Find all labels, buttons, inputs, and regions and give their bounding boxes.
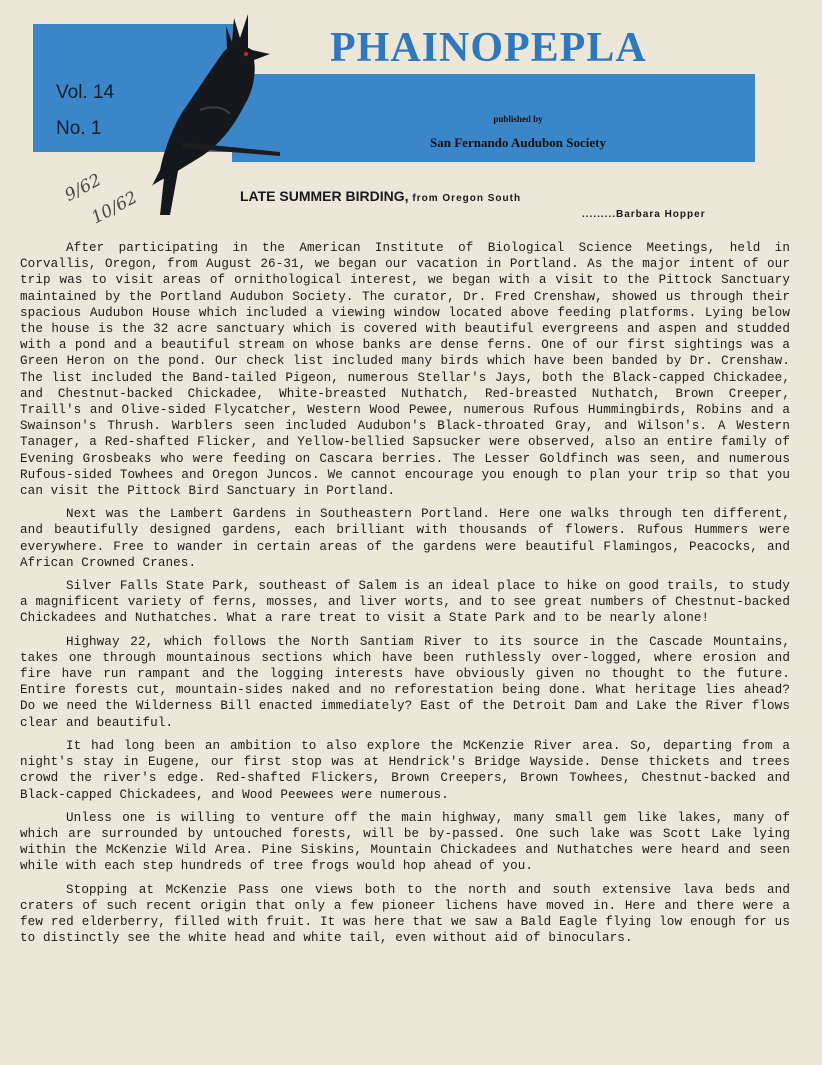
article-paragraph: It had long been an ambition to also explore the McKenzie River area. So, departing from a night's stay in Eugene, our first stop was at Hendrick's Bridge Wayside. Dense thickets and trees crowd the river's edge. Red-shafted Flickers, Brown Creepers, Brown Towhees, Chestnut-backed and Black-capped Chickadees, and Wood Peewees were numerous. (20, 738, 790, 802)
article-paragraph: After participating in the American Institute of Biological Science Meetings, held in Corvallis, Oregon, from August 26-31, we began our vacation in Portland. As the major intent of our trip was to visit areas of ornithological interest, we began with a visit to the Pittock Sanctuary maintained by the Portland Audubon Society. The curator, Dr. Fred Crenshaw, showed us through their spacious Audubon House which included a viewing window located above feeding platforms. Lying below the house is the 32 acre sanctuary which is covered with beautiful evergreens and aspen and studded with a pond and a beautiful stream on whose banks are dense ferns. One of our first sightings was a Green Heron on the pond. Our check list included many birds which have been banded by Dr. Crenshaw. The list included the Band-tailed Pigeon, numerous Stellar's Jays, both the Black-capped Chickadee, and Chestnut-backed Chickadee, White-breasted Nuthatch, Red-breasted Nuthatch, Brown Creeper, Traill's and Olive-sided Flycatcher, Western Wood Pewee, numerous Rufous Hummingbirds, Robins and a Swainson's Thrush. Warblers seen included Audubon's Black-throated Gray, and Wilson's. A Western Tanager, a Red-shafted Flicker, and Yellow-bellied Sapsucker were observed, also an entire family of Evening Grosbeaks who were feeding on Cascara berries. The Lesser Goldfinch was seen, and numerous Rufous-sided Towhees and Oregon Juncos. We cannot encourage you enough to plan your trip so that you can visit the Pittock Bird Sanctuary in Portland. (20, 241, 790, 499)
article-body (20, 240, 790, 953)
article-paragraph: Next was the Lambert Gardens in Southeastern Portland. Here one walks through ten different, and beautifully designed gardens, each brilliant with thousands of flowers. Rufous Hummers were everywhere. Free to wander in certain areas of the gardens were beautiful Flamingos, Peacocks, and African Crowned Cranes. (20, 507, 790, 570)
issue-label: No. 1 (56, 118, 102, 139)
volume-label: Vol. 14 (56, 82, 115, 103)
society-name: San Fernando Audubon Society (430, 135, 606, 150)
headline-suffix: from Oregon South (412, 193, 522, 204)
phainopepla-bird-icon (130, 10, 295, 215)
article-byline: .........Barbara Hopper (582, 209, 706, 220)
article-headline (240, 188, 521, 204)
article-paragraph: Highway 22, which follows the North Santiam River to its source in the Cascade Mountains, takes one through mountainous sections which have been ruthlessly over-logged, where erosion and fire have run rampant and the logging interests have obviously given no thought to the future. Entire forests cut, mountain-sides naked and no reforestation being done. What heritage lies ahead? Do we need the Wilderness Bill enacted immediately? East of the Detroit Dam and Lake the River flows clear and beautiful. (20, 634, 790, 730)
handwritten-date-note-2: 10/62 (88, 187, 141, 229)
headline-main: LATE SUMMER BIRDING, (240, 188, 409, 204)
handwritten-date-note: 9/62 (61, 170, 105, 206)
article-paragraph: Unless one is willing to venture off the main highway, many small gem like lakes, many of which are surrounded by untouched forests, will be by-passed. One such lake was Scott Lake lying within the McKenzie Wild Area. Pine Siskins, Mountain Chickadees and Nuthatches were heard and seen while with each step hundreds of tree frogs would hop ahead of you. (20, 810, 790, 874)
newsletter-title: PHAINOPEPLA (330, 25, 647, 71)
published-by-label: published by (493, 114, 543, 124)
article-paragraph: Silver Falls State Park, southeast of Salem is an ideal place to hike on good trails, to study a magnificent variety of ferns, mosses, and liver worts, and to see great numbers of Chestnut-backed Chickadees and Nuthatches. What a rare treat to visit a State Park and to be nearly alone! (20, 579, 790, 626)
article-paragraph: Stopping at McKenzie Pass one views both to the north and south extensive lava beds and craters of such recent origin that only a few pioneer lichens have moved in. Here and there were a few red elderberry, filled with fruit. It was here that we saw a Bald Eagle flying low enough for us to distinctly see the white head and white tail, even without aid of binoculars. (20, 882, 790, 946)
